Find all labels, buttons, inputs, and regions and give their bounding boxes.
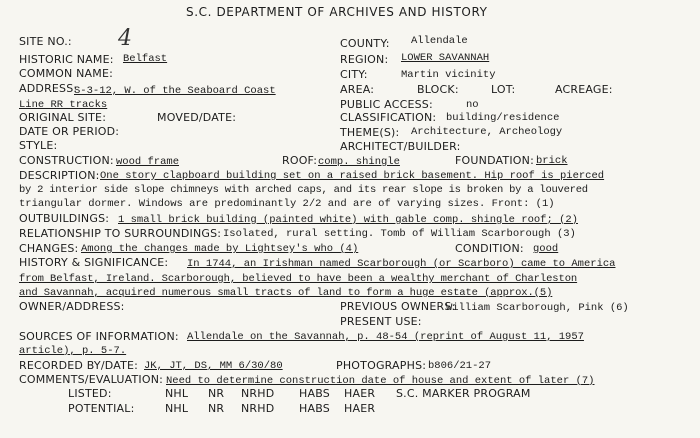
description-label: DESCRIPTION: <box>19 169 100 182</box>
history-line1: In 1744, an Irishman named Scarborough (or Scarboro) came to America <box>187 258 616 270</box>
changes-value: Among the changes made by Lightsey's who (4) <box>81 243 359 255</box>
address-value-line1: S-3-12, W. of the Seaboard Coast <box>74 85 276 97</box>
site-no-value: 4 <box>118 26 132 51</box>
listed-nrhd: NRHD <box>241 387 275 400</box>
condition-label: CONDITION: <box>455 242 524 255</box>
history-line2: from Belfast, Ireland. Scarborough, believed to have been a wealthy merchant of Charleston <box>19 273 578 285</box>
foundation-value: brick <box>536 155 568 167</box>
historic-name-value: Belfast <box>123 53 168 65</box>
page-title: S.C. DEPARTMENT OF ARCHIVES AND HISTORY <box>186 5 488 19</box>
city-value: Martin vicinity <box>401 69 496 81</box>
potential-nr: NR <box>208 402 225 415</box>
site-no-label: SITE NO.: <box>19 35 72 48</box>
block-label: BLOCK: <box>417 83 459 96</box>
sources-line2: article), p. 5-7. <box>19 345 127 357</box>
history-line3: and Savannah, acquired numerous small tracts of land to form a huge estate (approx.(5) <box>19 287 553 299</box>
classification-value: building/residence <box>446 112 560 124</box>
city-label: CITY: <box>340 68 368 81</box>
history-label: HISTORY & SIGNIFICANCE: <box>19 256 169 269</box>
relationship-value: Isolated, rural setting. Tomb of William Scarborough (3) <box>223 228 576 240</box>
description-line2: by 2 interior side slope chimneys with arched caps, and its rear slope is broken by a louvered <box>19 184 588 196</box>
present-use-label: PRESENT USE: <box>340 315 422 328</box>
classification-label: CLASSIFICATION: <box>340 111 437 124</box>
listed-nhl: NHL <box>165 387 189 400</box>
changes-label: CHANGES: <box>19 242 79 255</box>
previous-owners-value: William Scarborough, Pink (6) <box>446 302 629 314</box>
roof-value: comp. shingle <box>318 156 400 168</box>
foundation-label: FOUNDATION: <box>455 154 534 167</box>
address-value-line2: Line RR tracks <box>19 99 108 111</box>
common-name-label: COMMON NAME: <box>19 67 114 80</box>
moved-date-label: MOVED/DATE: <box>157 111 237 124</box>
roof-label: ROOF: <box>282 154 318 167</box>
public-access-value: no <box>466 99 479 111</box>
listed-haer: HAER <box>344 387 376 400</box>
description-line1: One story clapboard building set on a raised brick basement. Hip roof is pierced <box>100 170 605 182</box>
construction-value: wood frame <box>116 156 180 168</box>
region-label: REGION: <box>340 53 389 66</box>
construction-label: CONSTRUCTION: <box>19 154 114 167</box>
listed-nr: NR <box>208 387 225 400</box>
listed-sc-marker: S.C. MARKER PROGRAM <box>396 387 531 400</box>
sources-label: SOURCES OF INFORMATION: <box>19 330 179 343</box>
previous-owners-label: PREVIOUS OWNERS: <box>340 300 456 313</box>
condition-value: good <box>533 243 559 255</box>
outbuildings-value: 1 small brick building (painted white) with gable comp. shingle roof; (2) <box>118 214 578 226</box>
date-or-period-label: DATE OR PERIOD: <box>19 125 120 138</box>
area-label: AREA: <box>340 83 375 96</box>
potential-nrhd: NRHD <box>241 402 275 415</box>
photographs-label: PHOTOGRAPHS: <box>336 359 427 372</box>
county-value: Allendale <box>411 35 468 47</box>
potential-nhl: NHL <box>165 402 189 415</box>
historic-name-label: HISTORIC NAME: <box>19 53 114 66</box>
outbuildings-label: OUTBUILDINGS: <box>19 212 110 225</box>
photographs-value: b806/21-27 <box>428 360 492 372</box>
style-label: STYLE: <box>19 139 58 152</box>
potential-haer: HAER <box>344 402 376 415</box>
comments-label: COMMENTS/EVALUATION: <box>19 373 164 386</box>
public-access-label: PUBLIC ACCESS: <box>340 98 433 111</box>
architect-label: ARCHITECT/BUILDER: <box>340 140 461 153</box>
description-line3: triangular dormer. Windows are predominantly 2/2 and are of varying sizes. Front: (1) <box>19 198 555 210</box>
listed-habs: HABS <box>299 387 330 400</box>
county-label: COUNTY: <box>340 37 390 50</box>
lot-label: LOT: <box>491 83 516 96</box>
sources-line1: Allendale on the Savannah, p. 48-54 (reprint of August 11, 1957 <box>187 331 584 343</box>
relationship-label: RELATIONSHIP TO SURROUNDINGS: <box>19 227 222 240</box>
recorded-by-value: JK, JT, DS, MM 6/30/80 <box>144 360 283 372</box>
comments-value: Need to determine construction date of house and extent of later (7) <box>166 375 595 387</box>
listed-label: LISTED: <box>68 387 112 400</box>
potential-habs: HABS <box>299 402 330 415</box>
owner-address-label: OWNER/ADDRESS: <box>19 300 125 313</box>
address-label: ADDRESS: <box>19 82 78 95</box>
acreage-label: ACREAGE: <box>555 83 613 96</box>
potential-label: POTENTIAL: <box>68 402 135 415</box>
recorded-by-label: RECORDED BY/DATE: <box>19 359 139 372</box>
themes-label: THEME(S): <box>340 126 400 139</box>
themes-value: Architecture, Archeology <box>411 126 563 138</box>
original-site-label: ORIGINAL SITE: <box>19 111 107 124</box>
region-value: LOWER SAVANNAH <box>401 52 490 64</box>
